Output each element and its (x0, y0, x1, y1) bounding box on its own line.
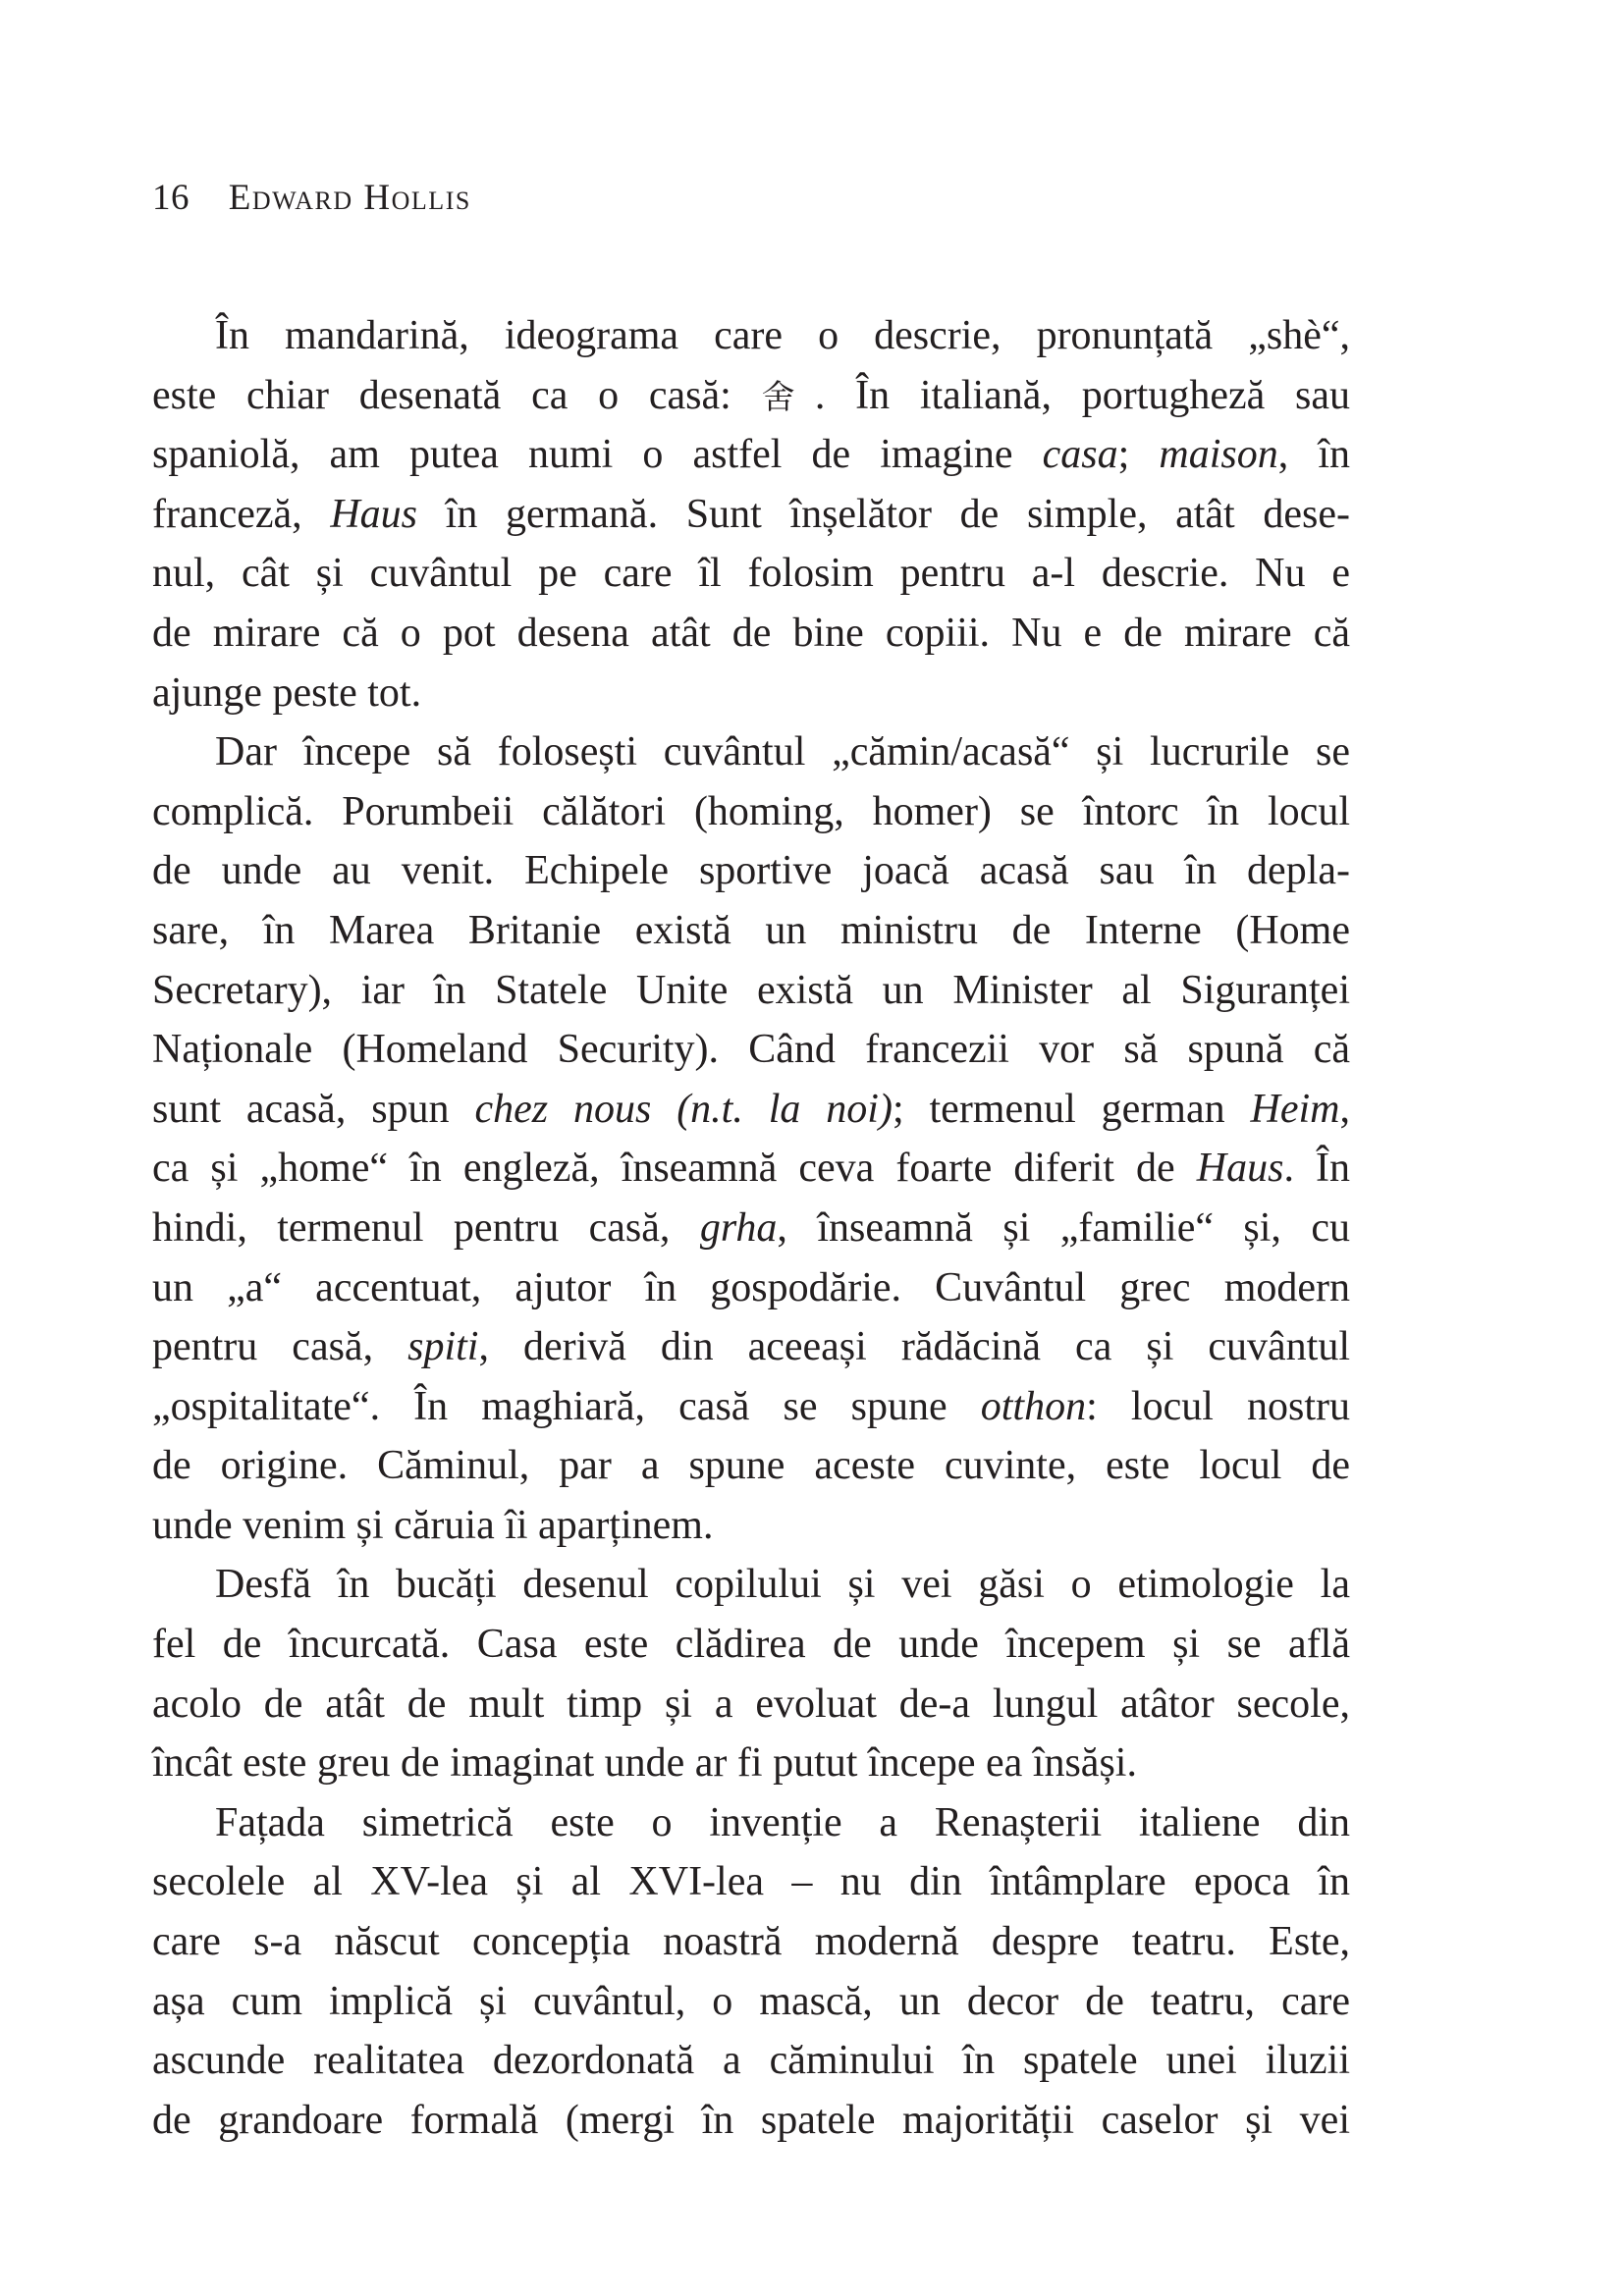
text-line (152, 1793, 1350, 1853)
text-segment: de grandoare formală (mergi în spatele majorității caselor și vei (152, 2097, 1350, 2143)
italic-text: chez nous (n.t. la noi) (474, 1086, 893, 1132)
text-segment: . În italiană, portugheză sau (814, 372, 1351, 418)
text-line (152, 1199, 1350, 1258)
text-segment: . În (1283, 1146, 1350, 1192)
text-segment: care s-a născut concepția noastră modernă despre teatru. Este, (152, 1919, 1350, 1965)
text-segment: spaniolă, am putea numi o astfel de imagine (152, 432, 1043, 478)
text-segment: Secretary), iar în Statele Unite există un Minister al Siguranței (152, 967, 1350, 1013)
text-line (152, 1555, 1350, 1615)
running-header (152, 177, 471, 219)
text-segment: ; (1117, 432, 1160, 478)
text-segment: ajunge peste tot. (152, 669, 422, 716)
text-segment: franceză, (152, 491, 331, 537)
text-segment: Naționale (Homeland Security). Când francezii vor să spună că (152, 1027, 1350, 1073)
text-line (152, 2091, 1350, 2151)
text-line (152, 366, 1350, 426)
text-segment: sunt acasă, spun (152, 1086, 475, 1132)
text-line (152, 1972, 1350, 2032)
text-line (152, 1317, 1350, 1377)
text-segment: , înseamnă și „familie“ și, cu (777, 1204, 1350, 1251)
text-segment: încât este greu de imaginat unde ar fi putut începe ea însăși. (152, 1740, 1137, 1787)
text-line (152, 841, 1350, 901)
text-segment: hindi, termenul pentru casă, (152, 1204, 700, 1251)
text-line (152, 1675, 1350, 1735)
italic-text: casa (1042, 432, 1118, 478)
text-segment: ; termenul german (892, 1086, 1251, 1132)
text-line (152, 1020, 1350, 1080)
text-line (152, 1436, 1350, 1496)
text-segment: Fațada simetrică este o invenție a Renașterii italiene din (215, 1799, 1350, 1845)
text-segment: unde venim și căruia îi aparținem. (152, 1502, 714, 1548)
text-segment: Desfă în bucăți desenul copilului și vei găsi o etimologie la (215, 1562, 1350, 1608)
italic-text: grha (699, 1204, 778, 1251)
text-line (152, 1496, 1350, 1556)
text-segment: ca și „home“ în engleză, înseamnă ceva foarte diferit de (152, 1146, 1197, 1192)
text-line (152, 2031, 1350, 2091)
text-segment: în germană. Sunt înșelător de simple, atât dese- (417, 491, 1350, 537)
text-line (152, 1734, 1350, 1793)
text-segment: În mandarină, ideograma care o descrie, pronunțată „shè“, (215, 313, 1350, 358)
text-line (152, 1912, 1350, 1972)
text-segment: secolele al XV-lea și al XVI-lea – nu din întâmplare epoca în (152, 1859, 1350, 1905)
text-line (152, 901, 1350, 961)
text-line (152, 544, 1350, 604)
page-number: 16 (152, 178, 189, 218)
text-line (152, 1139, 1350, 1199)
text-segment: este chiar desenată ca o casă: (152, 372, 762, 418)
text-line (152, 1377, 1350, 1437)
text-line (152, 1852, 1350, 1912)
text-segment: așa cum implică și cuvântul, o mască, un decor de teatru, care (152, 1978, 1350, 2024)
text-segment: nul, cât și cuvântul pe care îl folosim pentru a-l descrie. Nu e (152, 551, 1350, 597)
paragraph (152, 306, 1350, 722)
text-segment: : locul nostru (1086, 1383, 1350, 1429)
italic-text: otthon (980, 1383, 1087, 1429)
italic-text: Heim (1250, 1086, 1340, 1132)
text-line (152, 1615, 1350, 1675)
text-segment: pentru casă, (152, 1324, 408, 1370)
paragraph (152, 722, 1350, 1555)
chinese-character: 舍 (761, 377, 815, 417)
text-segment: Dar începe să folosești cuvântul „cămin/acasă“ și lucrurile se (215, 729, 1350, 775)
text-segment: acolo de atât de mult timp și a evoluat de-a lungul atâtor secole, (152, 1681, 1350, 1727)
author-name: Edward Hollis (228, 178, 471, 218)
text-line (152, 961, 1350, 1021)
text-segment: de origine. Căminul, par a spune aceste cuvinte, este locul de (152, 1443, 1350, 1489)
italic-text: Haus (330, 491, 418, 537)
text-line (152, 306, 1350, 366)
paragraph (152, 1555, 1350, 1792)
text-segment: „ospitalitate“. În maghiară, casă se spune (152, 1383, 981, 1429)
paragraph (152, 1793, 1350, 2151)
text-line (152, 664, 1350, 723)
text-segment: de mirare că o pot desena atât de bine copiii. Nu e de mirare că (152, 610, 1350, 656)
text-segment: sare, în Marea Britanie există un ministru de Interne (Home (152, 907, 1350, 953)
text-segment: un „a“ accentuat, ajutor în gospodărie. Cuvântul grec modern (152, 1264, 1350, 1310)
italic-text: Haus (1196, 1146, 1284, 1192)
text-segment: , în (1277, 432, 1351, 478)
text-segment: ascunde realitatea dezordonată a căminului în spatele unei iluzii (152, 2038, 1350, 2084)
body-text (152, 306, 1350, 2150)
text-line (152, 604, 1350, 664)
text-line (152, 485, 1350, 545)
italic-text: spiti (407, 1324, 479, 1370)
text-line (152, 782, 1350, 842)
italic-text: maison (1159, 432, 1278, 478)
text-segment: de unde au venit. Echipele sportive joacă acasă sau în depla- (152, 848, 1350, 894)
text-segment: fel de încurcată. Casa este clădirea de unde începem și se află (152, 1622, 1350, 1668)
text-segment: , (1339, 1086, 1350, 1132)
text-line (152, 1258, 1350, 1318)
text-line (152, 425, 1350, 485)
text-segment: complică. Porumbeii călători (homing, homer) se întorc în locul (152, 788, 1350, 834)
text-line (152, 722, 1350, 782)
text-segment: , derivă din aceeași rădăcină ca și cuvântul (478, 1324, 1350, 1370)
text-line (152, 1080, 1350, 1140)
